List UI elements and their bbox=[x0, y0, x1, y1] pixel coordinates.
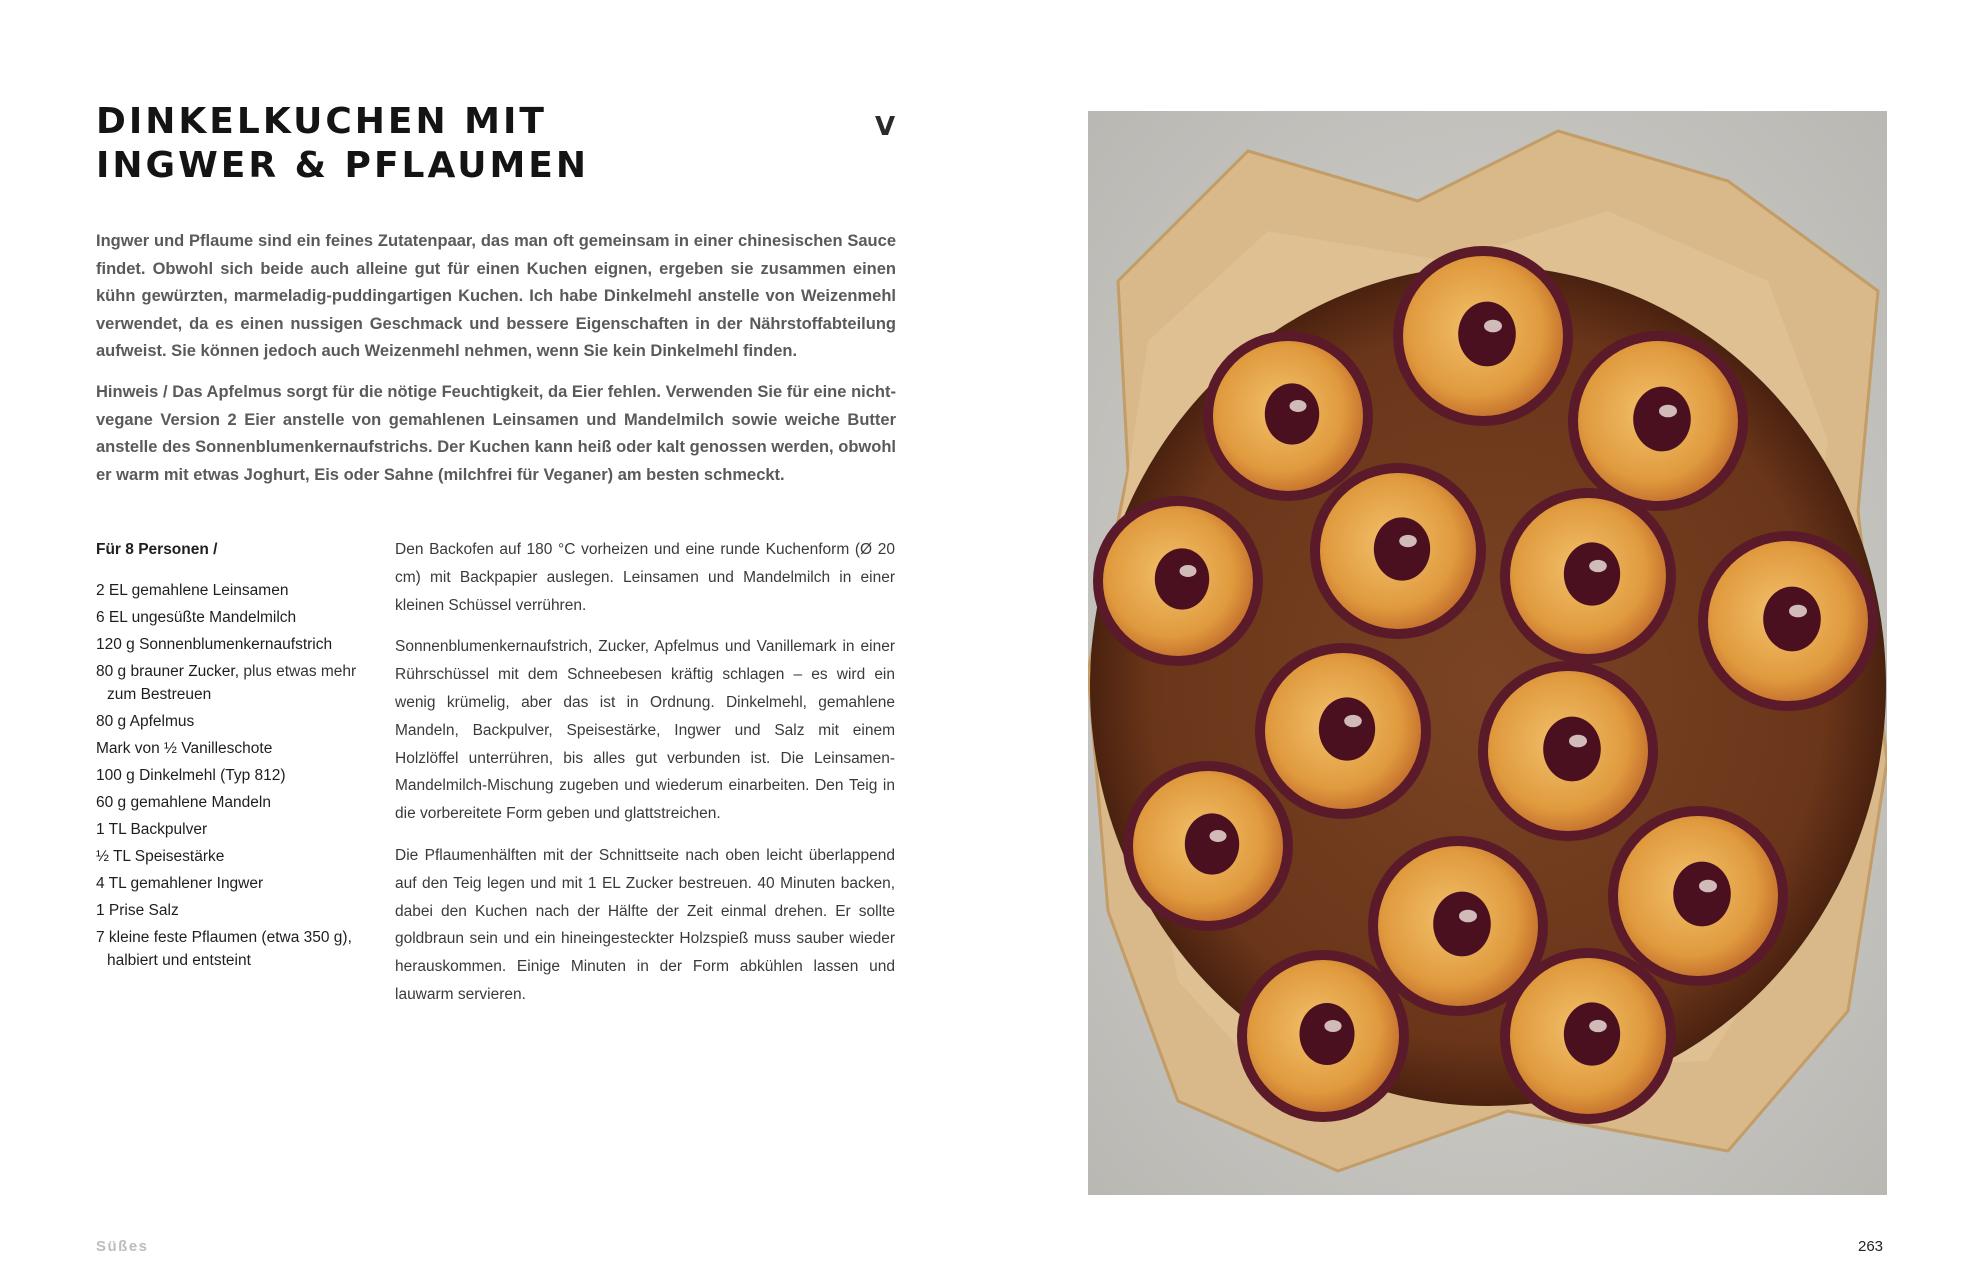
plum-pit-hollow bbox=[1458, 302, 1516, 367]
recipe-title-line-1: DINKELKUCHEN MIT bbox=[96, 101, 547, 142]
method-step: Den Backofen auf 180 °C vorheizen und eine runde Kuchenform (Ø 20 cm) mit Backpapier auslegen. Leinsamen und Mandelmilch in einer kleinen Schüssel verrühren. bbox=[395, 541, 895, 614]
ingredient-item bbox=[96, 708, 386, 735]
ingredient-item bbox=[96, 924, 386, 971]
ingredient-item bbox=[96, 762, 386, 789]
plum-glaze-highlight bbox=[1344, 715, 1362, 727]
ingredient-note: halbiert und entsteint bbox=[107, 952, 251, 969]
ingredient-text: 100 g Dinkelmehl (Typ 812) bbox=[96, 767, 286, 784]
ingredients-column bbox=[96, 536, 386, 974]
ingredient-text: ½ TL Speisestärke bbox=[96, 848, 225, 865]
ingredient-text: 1 TL Backpulver bbox=[96, 821, 208, 838]
ingredient-text: 1 Prise Salz bbox=[96, 902, 179, 919]
ingredient-item bbox=[96, 870, 386, 897]
vegan-mark: V bbox=[875, 112, 896, 142]
plum-pit-hollow bbox=[1265, 383, 1319, 444]
plum-pit-hollow bbox=[1299, 1003, 1354, 1065]
cake-photo bbox=[1088, 111, 1887, 1195]
ingredient-text: Mark von ½ Vanilleschote bbox=[96, 740, 273, 757]
plum-pit-hollow bbox=[1319, 697, 1375, 760]
note-paragraph: Hinweis / Das Apfelmus sorgt für die nötige Feuchtigkeit, da Eier fehlen. Verwenden Sie für eine nicht-vegane Version 2 Eier anstelle von gemahlenen Leinsamen und Mandelmilch sowie weiche Butter anstelle des Sonnenblumenkernaufstrichs. Der Kuchen kann heiß oder kalt genossen werden, obwohl er warm mit etwas Joghurt, Eis oder Sahne (milchfrei für Veganer) am besten schmeckt. bbox=[96, 382, 896, 484]
ingredient-list bbox=[96, 577, 386, 971]
recipe-title-line-2: INGWER & PFLAUMEN bbox=[96, 145, 590, 186]
plum-glaze-highlight bbox=[1589, 560, 1607, 572]
ingredient-item bbox=[96, 897, 386, 924]
ingredient-text: 6 EL ungesüßte Mandelmilch bbox=[96, 609, 297, 626]
method-step: Die Pflaumenhälften mit der Schnittseite nach oben leicht überlappend auf den Teig legen und mit 1 EL Zucker bestreuen. 40 Minuten backen, dabei den Kuchen nach der Hälfte der Zeit einmal drehen. Er sollte goldbraun sein und ein hineingesteckter Holzspieß muss sauber wieder herauskommen. Einige Minuten in der Form abkühlen lassen und lauwarm servieren. bbox=[395, 846, 895, 1003]
plum-glaze-highlight bbox=[1290, 400, 1307, 412]
ingredient-note: zum Bestreuen bbox=[107, 686, 212, 703]
ingredient-text: 4 TL gemahlener Ingwer bbox=[96, 875, 264, 892]
ingredient-text: 60 g gemahlene Mandeln bbox=[96, 794, 271, 811]
plum-glaze-highlight bbox=[1569, 735, 1587, 748]
section-footer: Süßes bbox=[96, 1238, 149, 1255]
plum-glaze-highlight bbox=[1399, 535, 1417, 547]
ingredient-item bbox=[96, 577, 386, 604]
ingredient-extra: plus etwas mehr bbox=[239, 663, 357, 680]
plum-pit-hollow bbox=[1543, 717, 1601, 782]
ingredient-item bbox=[96, 789, 386, 816]
plum-pit-hollow bbox=[1155, 548, 1209, 609]
method-column bbox=[395, 536, 895, 1023]
plum-glaze-highlight bbox=[1589, 1020, 1607, 1032]
plum-glaze-highlight bbox=[1789, 605, 1807, 618]
ingredient-text: 7 kleine feste Pflaumen (etwa 350 g), bbox=[96, 929, 352, 946]
plum-cake-illustration bbox=[1088, 111, 1887, 1195]
plum-glaze-highlight bbox=[1210, 830, 1227, 842]
intro-section bbox=[96, 228, 896, 502]
ingredient-item bbox=[96, 735, 386, 762]
plum-glaze-highlight bbox=[1324, 1020, 1341, 1032]
plum-pit-hollow bbox=[1374, 517, 1430, 580]
ingredient-item bbox=[96, 604, 386, 631]
intro-paragraph: Ingwer und Pflaume sind ein feines Zutatenpaar, das man oft gemeinsam in einer chinesischen Sauce findet. Obwohl sich beide auch alleine gut für einen Kuchen eignen, ergeben sie zusammen einen kühn gewürzten, marmeladig-puddingartigen Kuchen. Ich habe Dinkelmehl anstelle von Weizenmehl verwendet, da es einen nussigen Geschmack und bessere Eigenschaften in der Nährstoffabteilung aufweist. Sie können jedoch auch Weizenmehl nehmen, wenn Sie kein Dinkelmehl finden. bbox=[96, 232, 896, 361]
plum-pit-hollow bbox=[1185, 813, 1239, 874]
ingredient-text: 2 EL gemahlene Leinsamen bbox=[96, 582, 289, 599]
ingredient-item bbox=[96, 816, 386, 843]
servings-heading: Für 8 Personen / bbox=[96, 541, 218, 558]
plum-pit-hollow bbox=[1433, 892, 1491, 957]
plum-pit-hollow bbox=[1564, 1002, 1620, 1065]
ingredient-text: 120 g Sonnenblumenkernaufstrich bbox=[96, 636, 333, 653]
plum-pit-hollow bbox=[1673, 862, 1731, 927]
ingredient-item bbox=[96, 631, 386, 658]
recipe-title bbox=[96, 100, 589, 188]
ingredient-text: 80 g brauner Zucker, bbox=[96, 663, 240, 680]
plum-pit-hollow bbox=[1633, 387, 1691, 452]
plum-glaze-highlight bbox=[1180, 565, 1197, 577]
plum-glaze-highlight bbox=[1484, 320, 1502, 333]
ingredient-text: 80 g Apfelmus bbox=[96, 713, 195, 730]
plum-pit-hollow bbox=[1564, 542, 1620, 605]
plum-glaze-highlight bbox=[1699, 880, 1717, 893]
ingredient-item bbox=[96, 843, 386, 870]
ingredient-item bbox=[96, 658, 386, 705]
method-step: Sonnenblumenkernaufstrich, Zucker, Apfelmus und Vanillemark in einer Rührschüssel mit dem Schneebesen kräftig schlagen – es wird ein wenig krümelig, aber das ist in Ordnung. Dinkelmehl, gemahlene Mandeln, Backpulver, Speisestärke, Ingwer und Salz mit einem Holzlöffel unterrühren, bis alles gut verbunden ist. Die Leinsamen-Mandelmilch-Mischung zugeben und wiederum einarbeiten. Den Teig in die vorbereitete Form geben und glattstreichen. bbox=[395, 638, 895, 823]
plum-glaze-highlight bbox=[1459, 910, 1477, 923]
plum-pit-hollow bbox=[1763, 587, 1821, 652]
plum-glaze-highlight bbox=[1659, 405, 1677, 418]
page-number: 263 bbox=[1858, 1238, 1884, 1255]
